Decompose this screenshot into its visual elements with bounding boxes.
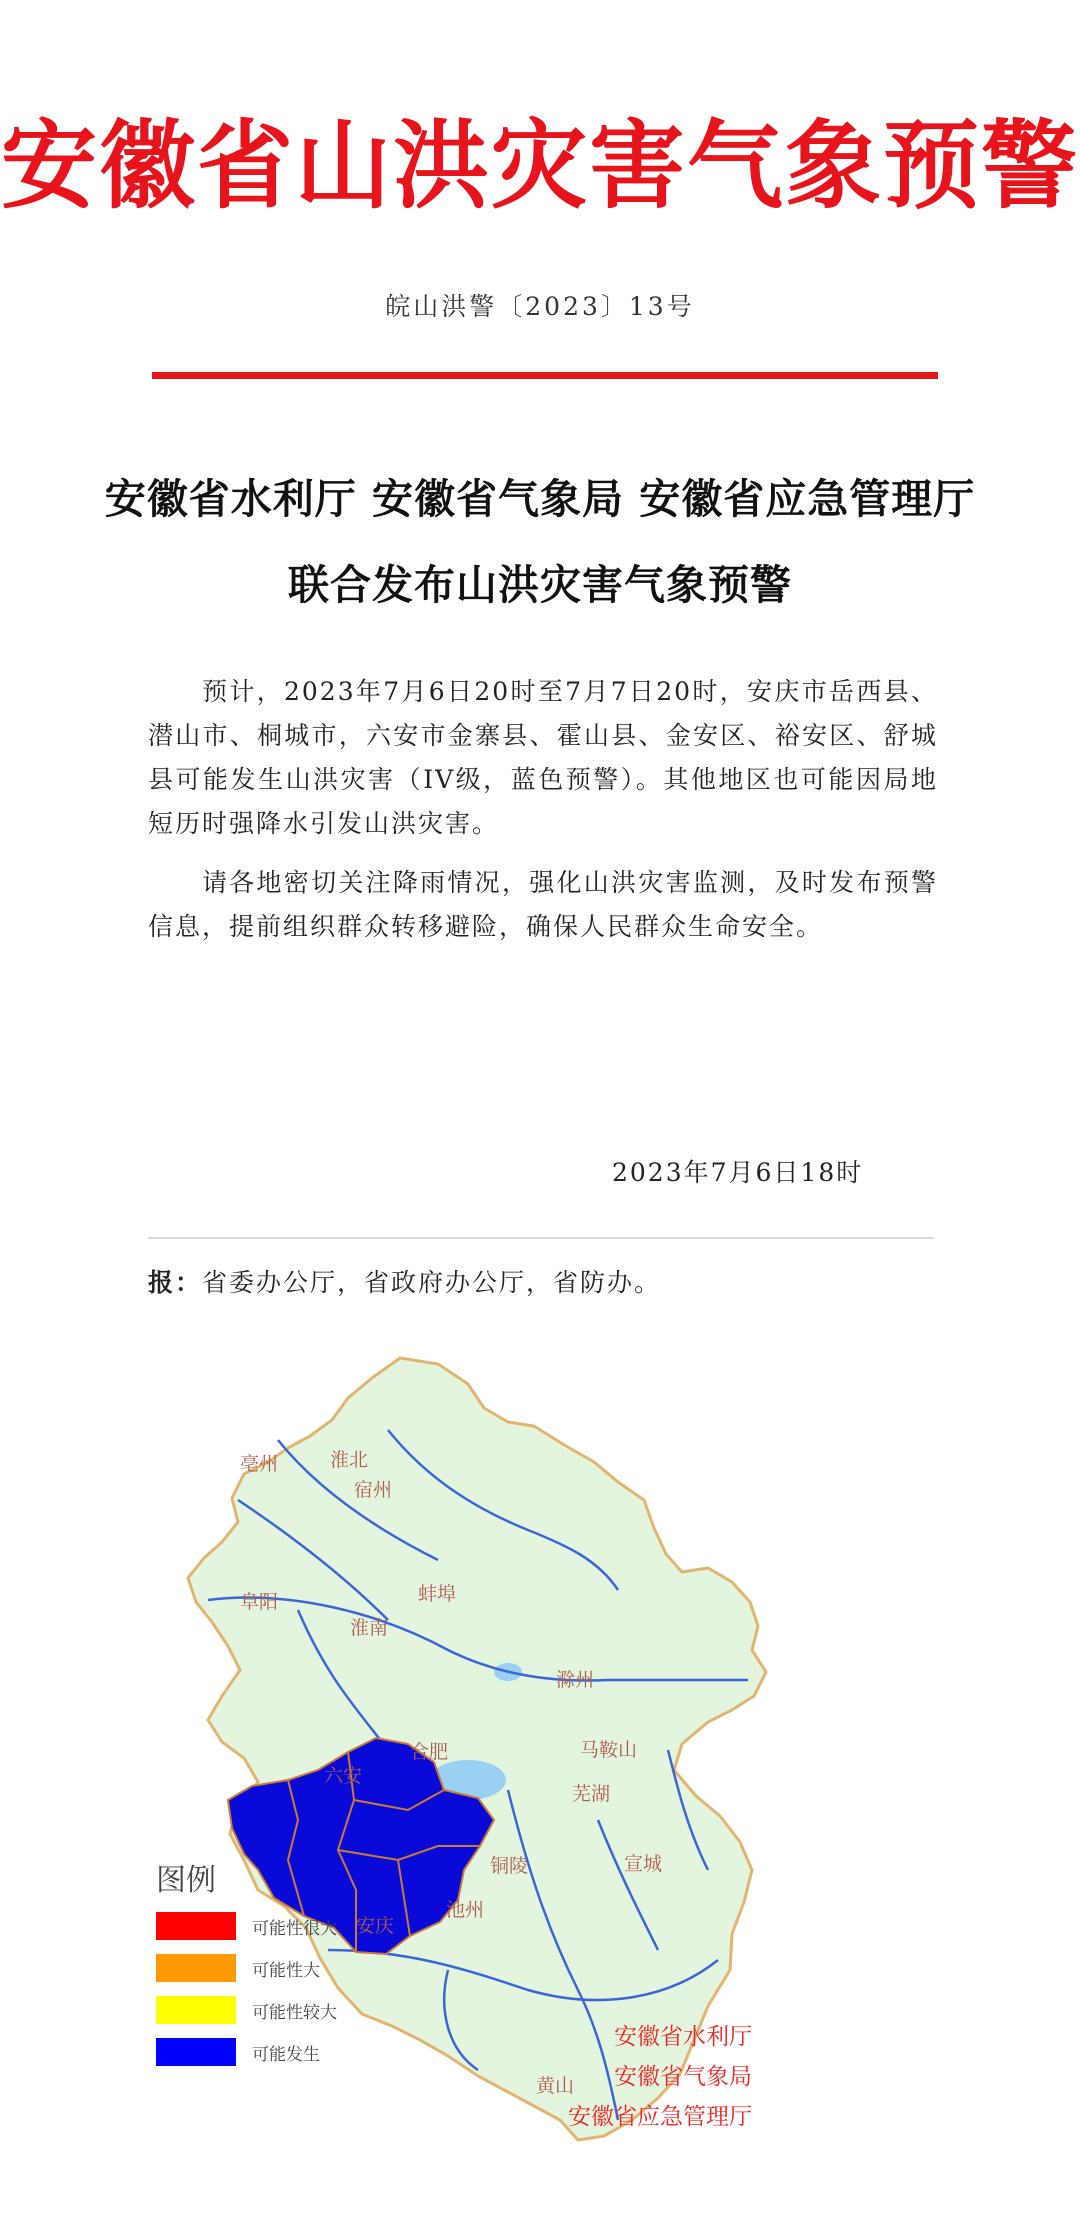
agency-name: 安徽省应急管理厅 — [568, 2104, 752, 2130]
red-divider — [152, 372, 938, 379]
city-label: 芜湖 — [572, 1783, 611, 1805]
city-label: 安庆 — [356, 1915, 395, 1937]
document-number: 皖山洪警〔2023〕13号 — [385, 292, 695, 321]
city-label: 亳州 — [240, 1453, 279, 1475]
legend-label: 可能性大 — [252, 1961, 320, 1981]
issue-date: 2023年7月6日18时 — [612, 1158, 864, 1187]
report-label: 报： — [148, 1268, 203, 1297]
legend-label: 可能发生 — [252, 2045, 320, 2065]
document-title: 安徽省山洪灾害气象预警 — [1, 109, 1079, 222]
city-label: 宣城 — [624, 1853, 663, 1875]
city-label: 淮南 — [350, 1617, 389, 1639]
grey-divider — [148, 1237, 934, 1239]
city-label: 铜陵 — [490, 1855, 529, 1877]
agency-name: 安徽省气象局 — [614, 2064, 752, 2090]
legend-swatch-very-likely — [156, 1912, 236, 1940]
report-recipients: 省委办公厅，省政府办公厅，省防办。 — [202, 1268, 662, 1297]
legend-swatch-possible — [156, 2038, 236, 2066]
city-label: 淮北 — [330, 1449, 369, 1471]
legend-swatch-fairly-likely — [156, 1996, 236, 2024]
city-label: 阜阳 — [240, 1591, 279, 1613]
city-label: 马鞍山 — [580, 1739, 638, 1761]
city-label: 滁州 — [556, 1669, 595, 1691]
agency-name: 安徽省水利厅 — [614, 2024, 752, 2050]
city-label: 合肥 — [410, 1741, 449, 1763]
legend-title: 图例 — [156, 1863, 216, 1898]
instruction-paragraph: 请各地密切关注降雨情况，强化山洪灾害监测，及时发布预警信息，提前组织群众转移避险，确保人民群众生命安全。 — [148, 868, 938, 941]
forecast-paragraph: 预计，2023年7月6日20时至7月7日20时，安庆市岳西县、潜山市、桐城市，六安市金寨县、霍山县、金安区、裕安区、舒城县可能发生山洪灾害（IV级，蓝色预警）。其他地区也可能因局地短历时强降水引发山洪灾害。 — [148, 677, 938, 838]
warning-map — [148, 1350, 932, 2180]
issuing-agencies-heading: 安徽省水利厅 安徽省气象局 安徽省应急管理厅 — [104, 475, 976, 523]
city-label: 黄山 — [536, 2075, 575, 2097]
city-label: 宿州 — [354, 1479, 393, 1501]
legend-label: 可能性较大 — [252, 2003, 337, 2023]
city-label: 蚌埠 — [418, 1583, 457, 1605]
legend-label: 可能性很大 — [252, 1919, 337, 1939]
warning-heading: 联合发布山洪灾害气象预警 — [288, 561, 792, 609]
city-label: 六安 — [324, 1765, 363, 1787]
report-line — [148, 1263, 661, 1299]
legend-swatch-likely — [156, 1954, 236, 1982]
city-label: 池州 — [446, 1899, 485, 1921]
